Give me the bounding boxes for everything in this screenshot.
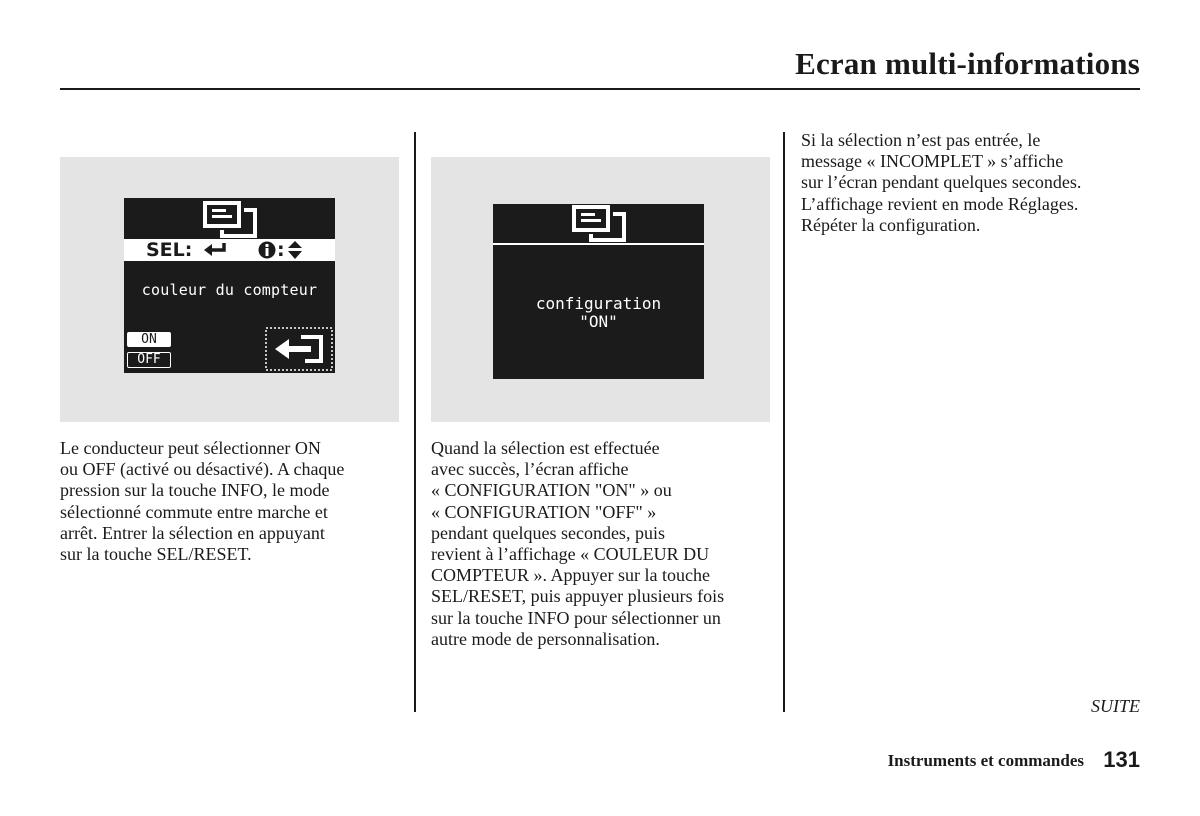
text-line: revient à l’affichage « COULEUR DU: [431, 544, 710, 565]
middle-illustration-panel: [431, 157, 770, 422]
middle-paragraph: [431, 438, 776, 650]
display-message-line2: "ON": [579, 312, 618, 331]
up-down-arrows-icon: [288, 241, 302, 259]
option-off: OFF: [127, 352, 171, 368]
column-divider-right: [783, 132, 785, 712]
display-message: couleur du compteur: [141, 281, 318, 299]
text-line: Quand la sélection est effectuée: [431, 438, 660, 458]
header-rule: [60, 88, 1140, 90]
text-line: arrêt. Entrer la sélection en appuyant: [60, 522, 325, 543]
right-paragraph: [801, 130, 1146, 236]
text-line: Si la sélection n’est pas entrée, le: [801, 130, 1041, 150]
display-header-line: [493, 243, 704, 245]
text-line: L’affichage revient en mode Réglages.: [801, 193, 1079, 214]
display-screen-configuration: [493, 204, 704, 379]
page-number: 131: [1103, 747, 1140, 772]
page-header-title: Ecran multi-informations: [795, 46, 1140, 81]
option-on: ON: [127, 332, 171, 347]
text-line: pendant quelques secondes, puis: [431, 522, 665, 543]
text-line: SEL/RESET, puis appuyer plusieurs fois: [431, 586, 725, 607]
back-return-icon: [265, 327, 333, 371]
left-paragraph: [60, 438, 405, 565]
enter-arrow-icon: [204, 243, 228, 257]
sel-label: SEL:: [146, 239, 193, 261]
continuation-label: SUITE: [1091, 696, 1140, 716]
multi-info-icon: [202, 200, 260, 240]
text-line: « CONFIGURATION "OFF" »: [431, 501, 657, 522]
display-screen-color-setting: [124, 198, 335, 373]
text-line: message « INCOMPLET » s’affiche: [801, 151, 1064, 172]
column-divider-left: [414, 132, 416, 712]
text-line: sur l’écran pendant quelques secondes.: [801, 172, 1082, 193]
info-colon: :: [277, 239, 285, 261]
text-line: sur la touche INFO pour sélectionner un: [431, 607, 721, 628]
text-line: avec succès, l’écran affiche: [431, 459, 629, 480]
text-line: sélectionné commute entre marche et: [60, 501, 328, 522]
text-line: sur la touche SEL/RESET.: [60, 544, 252, 565]
footer-section-title: Instruments et commandes: [887, 751, 1084, 770]
text-line: autre mode de personnalisation.: [431, 628, 660, 649]
multi-info-icon: [571, 204, 629, 244]
display-header-bar: [124, 239, 335, 261]
text-line: COMPTEUR ». Appuyer sur la touche: [431, 565, 710, 586]
text-line: Répéter la configuration.: [801, 214, 981, 235]
text-line: Le conducteur peut sélectionner ON: [60, 438, 321, 458]
text-line: « CONFIGURATION "ON" » ou: [431, 480, 672, 501]
text-line: pression sur la touche INFO, le mode: [60, 480, 330, 501]
display-message-line1: configuration: [535, 294, 662, 313]
text-line: ou OFF (activé ou désactivé). A chaque: [60, 459, 345, 480]
left-illustration-panel: [60, 157, 399, 422]
info-icon: [258, 241, 276, 259]
